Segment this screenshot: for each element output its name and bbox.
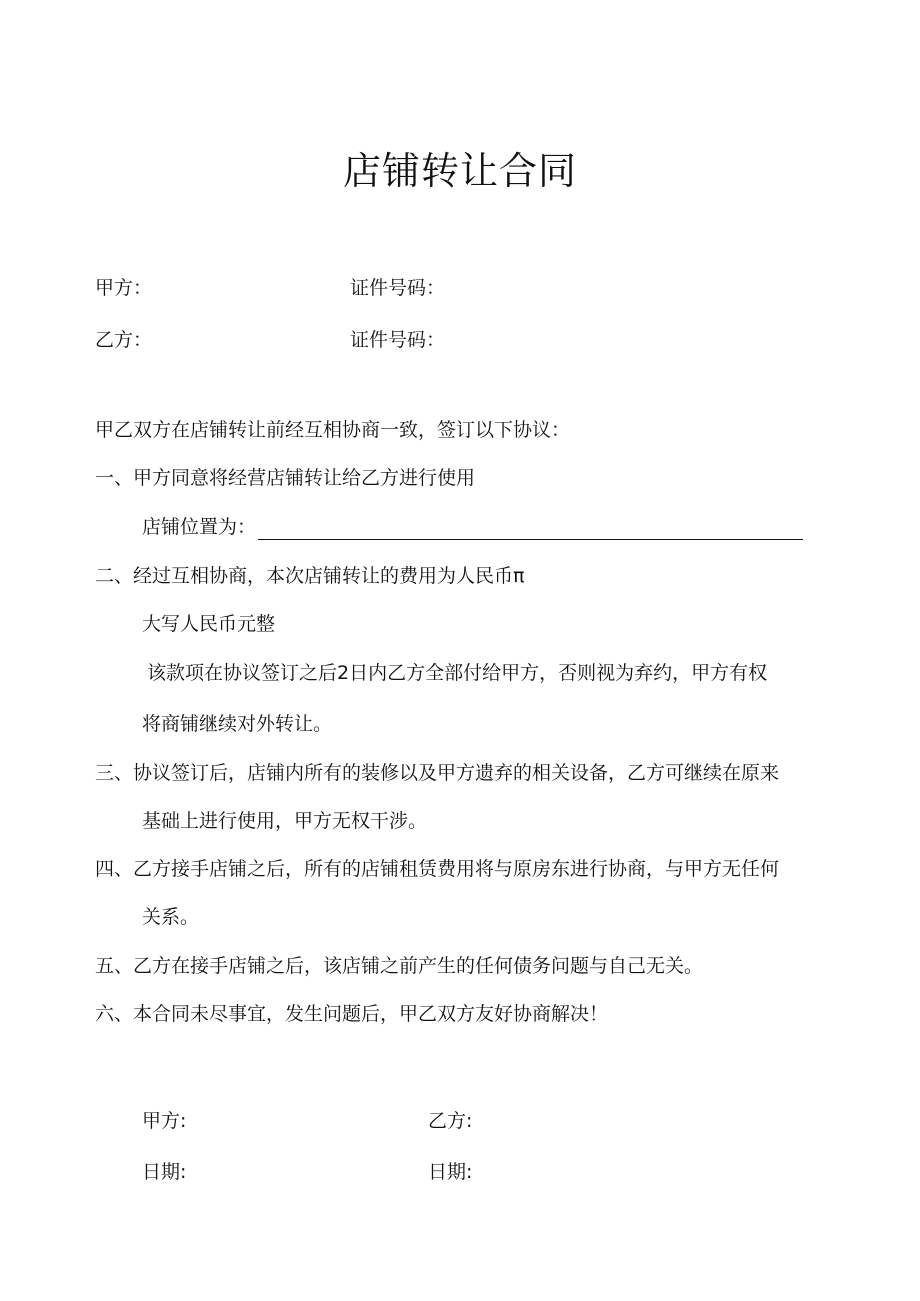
clause-6: 六、本合同未尽事宜，发生问题后，甲乙双方友好协商解决！ xyxy=(95,1003,609,1025)
party-b-label: 乙方： xyxy=(95,329,153,351)
clause-3-line-1: 三、协议签订后，店铺内所有的装修以及甲方遗弃的相关设备，乙方可继续在原来 xyxy=(95,762,780,784)
party-a-label: 甲方： xyxy=(95,277,153,299)
signature-party-a: 甲方: xyxy=(142,1110,187,1132)
intro-text: 甲乙双方在店铺转让前经互相协商一致，签订以下协议： xyxy=(95,419,571,441)
clause-1-location xyxy=(142,514,803,540)
signature-date-b: 日期: xyxy=(428,1161,473,1183)
clause-3-line-2: 基础上进行使用，甲方无权干涉。 xyxy=(142,810,428,832)
clause-2-capital: 大写人民币元整 xyxy=(142,613,276,635)
clause-2-payment-line-2: 将商铺继续对外转让。 xyxy=(142,713,333,735)
party-a-id-label: 证件号码： xyxy=(350,277,446,299)
document-title: 店铺转让合同 xyxy=(342,149,577,193)
clause-4-line-1: 四、乙方接手店铺之后，所有的店铺租赁费用将与原房东进行协商，与甲方无任何 xyxy=(95,858,780,880)
location-label: 店铺位置为： xyxy=(142,516,257,538)
party-b-id-label: 证件号码： xyxy=(350,329,446,351)
clause-5: 五、乙方在接手店铺之后，该店铺之前产生的任何债务问题与自己无关。 xyxy=(95,955,704,977)
clause-2: 二、经过互相协商，本次店铺转让的费用为人民币π xyxy=(95,565,525,587)
clause-1: 一、甲方同意将经营店铺转让给乙方进行使用 xyxy=(95,467,476,489)
clause-4-line-2: 关系。 xyxy=(142,906,200,928)
signature-party-b: 乙方: xyxy=(428,1110,473,1132)
location-blank-line xyxy=(258,519,803,540)
signature-date-a: 日期: xyxy=(142,1161,187,1183)
clause-2-payment-line-1: 该款项在协议签订之后2日内乙方全部付给甲方，否则视为弃约，甲方有权 xyxy=(147,662,768,684)
